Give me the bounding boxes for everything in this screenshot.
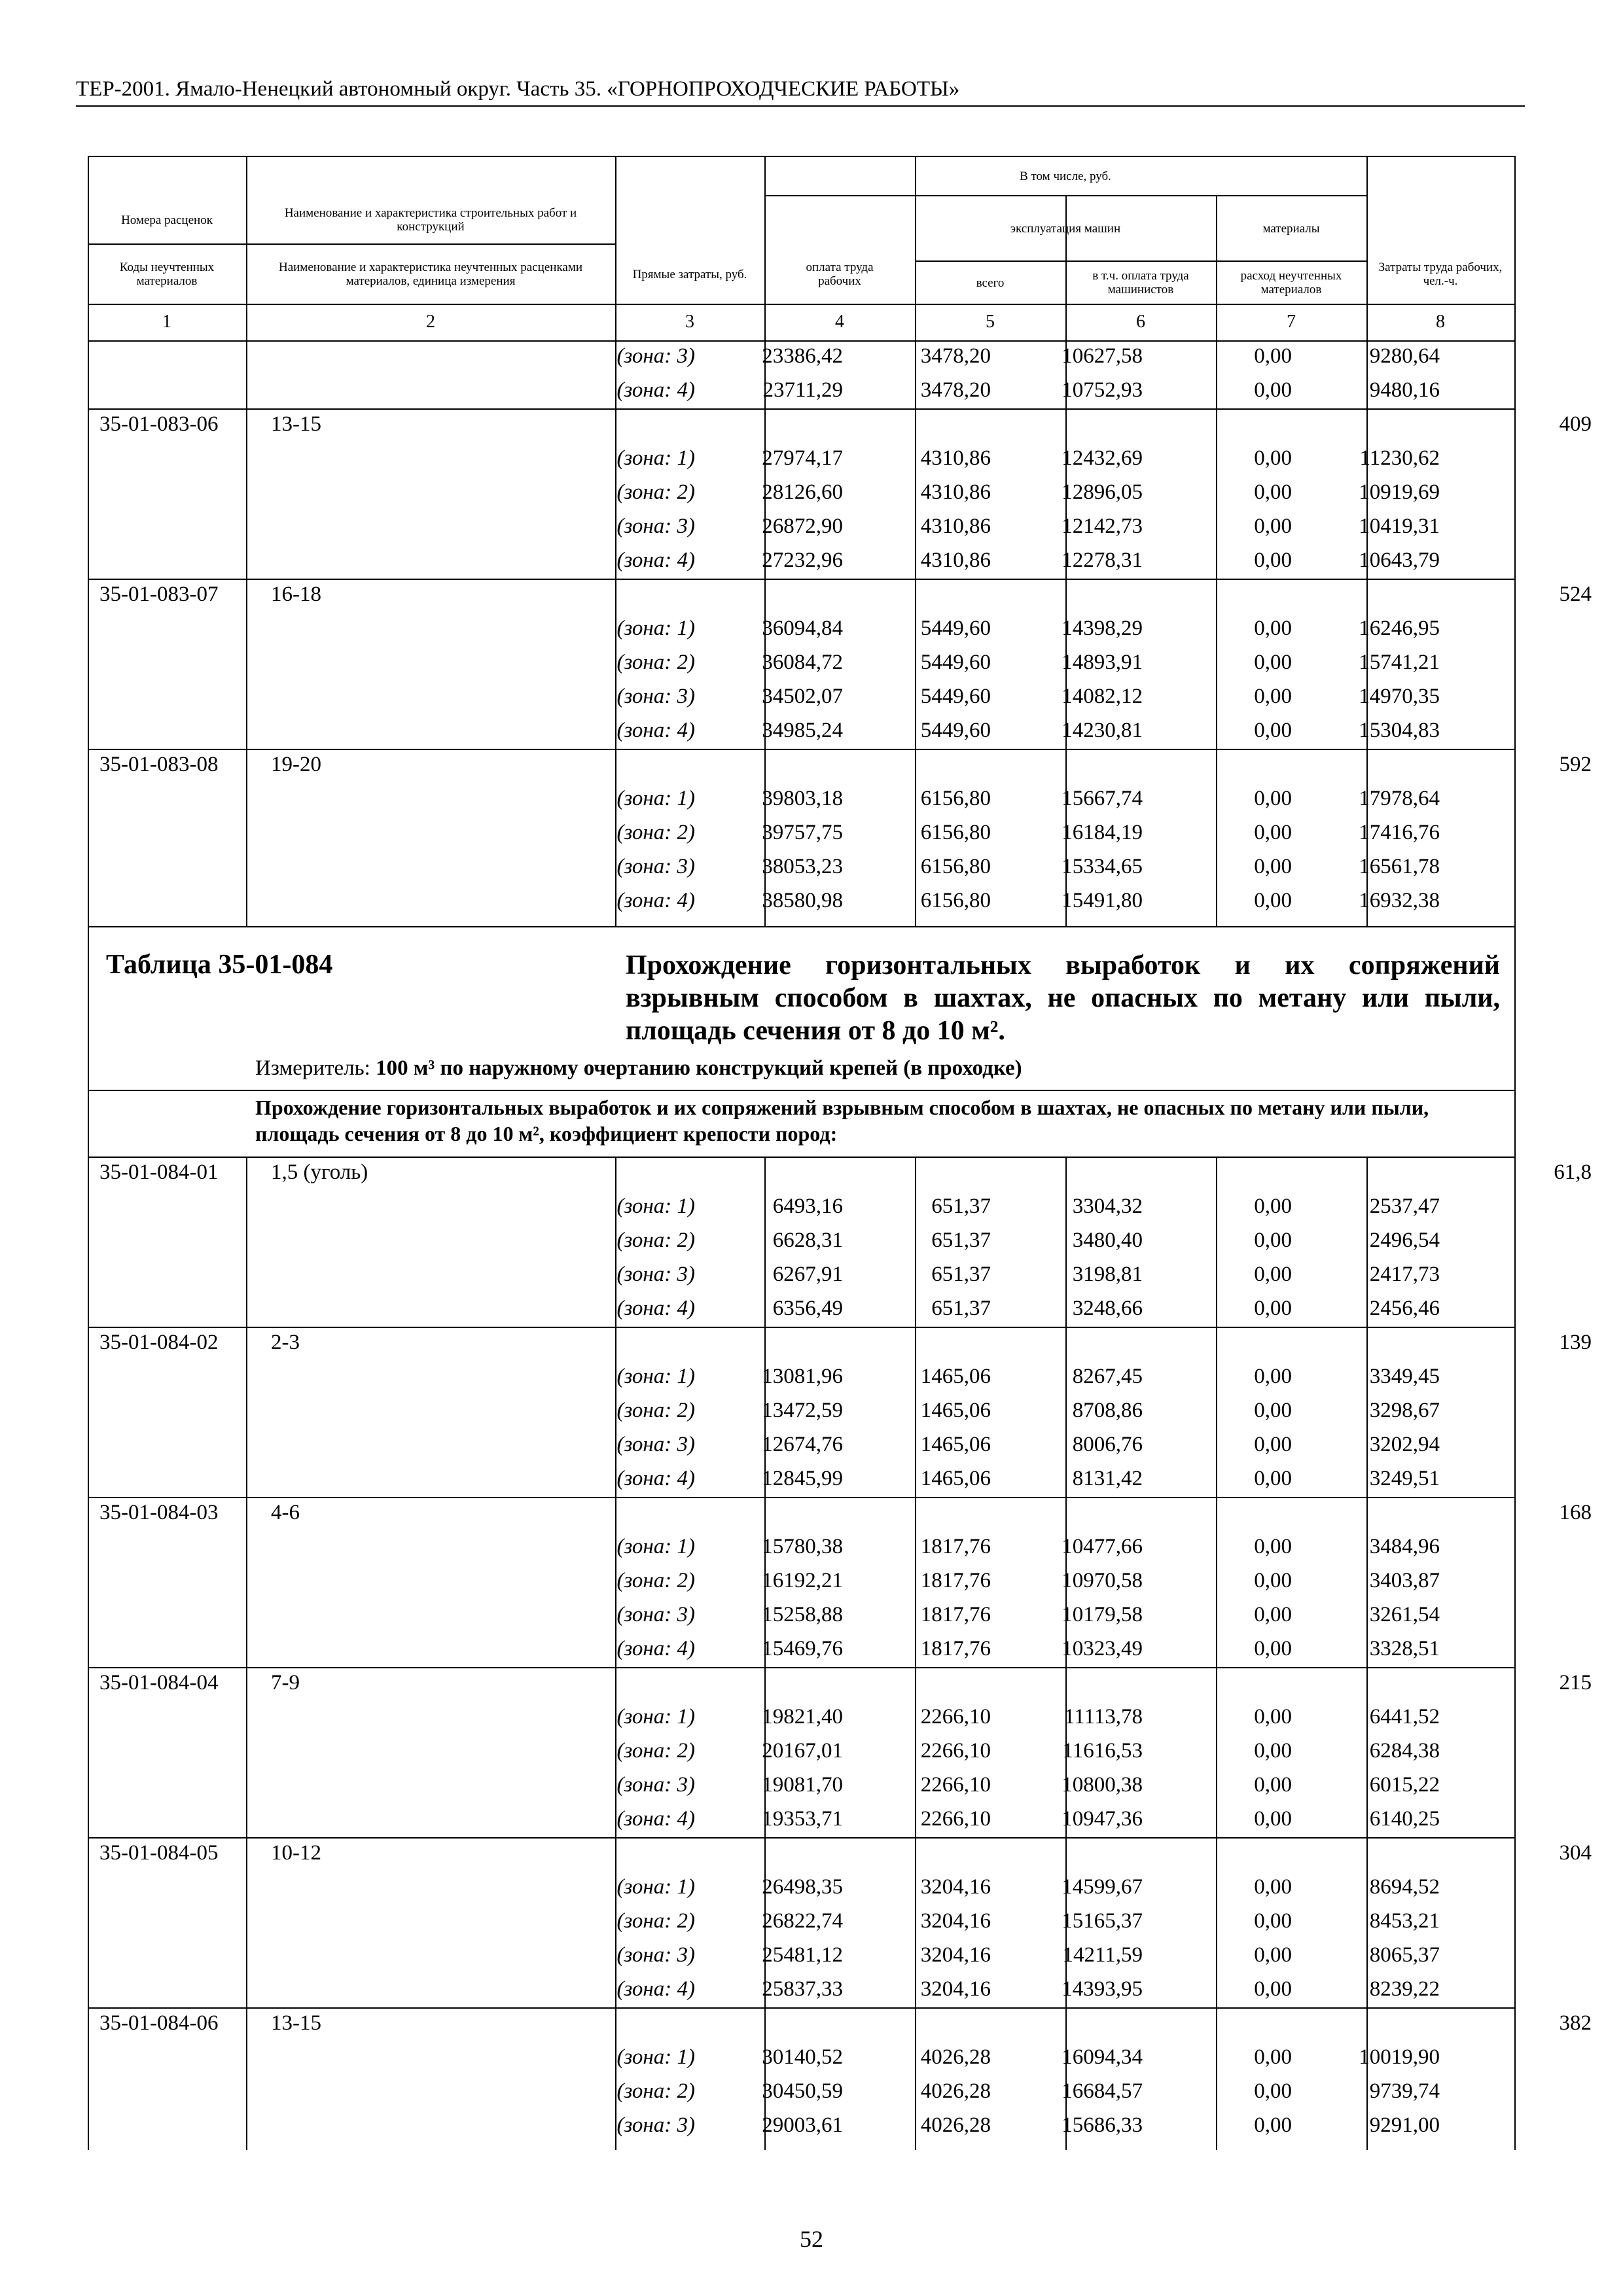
row-divider bbox=[88, 340, 1516, 342]
zone-label: (зона: 2) bbox=[616, 1569, 695, 1592]
cost-value: 11616,53 bbox=[1062, 1739, 1143, 1763]
cost-value: 0,00 bbox=[1254, 1773, 1292, 1797]
cost-value: 10643,79 bbox=[1359, 548, 1440, 572]
rate-code: 35-01-084-06 bbox=[99, 2011, 219, 2035]
cost-value: 10970,58 bbox=[1061, 1569, 1143, 1592]
labor-value: 168 bbox=[1559, 1501, 1592, 1524]
cost-value: 3484,96 bbox=[1369, 1535, 1440, 1558]
zone-label: (зона: 3) bbox=[616, 685, 695, 708]
cost-value: 26872,90 bbox=[762, 514, 843, 538]
cost-value: 15780,38 bbox=[762, 1535, 843, 1558]
col-num: 6 bbox=[1136, 312, 1145, 332]
cost-value: 0,00 bbox=[1254, 821, 1292, 844]
rate-code: 35-01-084-05 bbox=[99, 1841, 219, 1865]
zone-label: (зона: 1) bbox=[616, 1535, 695, 1558]
rock-hardness: 10-12 bbox=[271, 1841, 321, 1865]
cost-value: 0,00 bbox=[1254, 787, 1292, 810]
cost-value: 0,00 bbox=[1254, 1909, 1292, 1933]
cost-value: 5449,60 bbox=[920, 651, 991, 674]
cost-value: 17416,76 bbox=[1359, 821, 1440, 844]
zone-label: (зона: 1) bbox=[616, 1365, 695, 1388]
cost-value: 3328,51 bbox=[1369, 1637, 1440, 1660]
cost-value: 1465,06 bbox=[920, 1399, 991, 1422]
labor-value: 409 bbox=[1559, 412, 1592, 436]
cost-value: 38580,98 bbox=[762, 889, 843, 912]
header-machines-wage: в т.ч. оплата труда машинистов bbox=[1092, 269, 1189, 296]
cost-value: 17978,64 bbox=[1359, 787, 1440, 810]
col-num: 1 bbox=[162, 312, 171, 332]
header-wage: оплата труда рабочих bbox=[806, 260, 874, 288]
cost-value: 0,00 bbox=[1254, 344, 1292, 368]
cost-value: 15741,21 bbox=[1359, 651, 1440, 674]
page-number: 52 bbox=[800, 2226, 823, 2252]
rock-hardness: 16-18 bbox=[271, 583, 321, 606]
cost-value: 26822,74 bbox=[762, 1909, 843, 1933]
col-num: 7 bbox=[1287, 312, 1296, 332]
cost-value: 8239,22 bbox=[1369, 1977, 1440, 2001]
cost-value: 8006,76 bbox=[1072, 1433, 1143, 1456]
cost-value: 0,00 bbox=[1254, 1977, 1292, 2001]
cost-value: 4310,86 bbox=[920, 514, 991, 538]
cost-value: 10752,93 bbox=[1061, 378, 1143, 402]
cost-value: 0,00 bbox=[1254, 1739, 1292, 1763]
zone-label: (зона: 4) bbox=[616, 378, 695, 402]
cost-value: 8065,37 bbox=[1369, 1943, 1440, 1967]
cost-value: 36094,84 bbox=[762, 617, 843, 640]
labor-value: 215 bbox=[1559, 1671, 1592, 1695]
rock-hardness: 19-20 bbox=[271, 753, 321, 776]
cost-value: 4026,28 bbox=[920, 2045, 991, 2069]
zone-label: (зона: 4) bbox=[616, 1297, 695, 1320]
cost-value: 14211,59 bbox=[1062, 1943, 1143, 1967]
price-table bbox=[88, 156, 1592, 2150]
cost-value: 16932,38 bbox=[1359, 889, 1440, 912]
labor-value: 382 bbox=[1559, 2011, 1592, 2035]
cost-value: 36084,72 bbox=[762, 651, 843, 674]
cost-value: 10419,31 bbox=[1359, 514, 1440, 538]
zone-label: (зона: 3) bbox=[616, 344, 695, 368]
header-machines: эксплуатация машин bbox=[1010, 221, 1121, 236]
cost-value: 20167,01 bbox=[762, 1739, 843, 1763]
cost-value: 3204,16 bbox=[920, 1943, 991, 1967]
cost-value: 15304,83 bbox=[1359, 719, 1440, 742]
cost-value: 39803,18 bbox=[762, 787, 843, 810]
zone-label: (зона: 2) bbox=[616, 1229, 695, 1252]
cost-value: 23386,42 bbox=[762, 344, 843, 368]
cost-value: 6156,80 bbox=[920, 889, 991, 912]
cost-value: 3298,67 bbox=[1369, 1399, 1440, 1422]
cost-value: 1465,06 bbox=[920, 1365, 991, 1388]
cost-value: 3480,40 bbox=[1072, 1229, 1143, 1252]
cost-value: 10019,90 bbox=[1359, 2045, 1440, 2069]
cost-value: 16561,78 bbox=[1359, 855, 1440, 878]
table-title: Таблица 35-01-084 bbox=[106, 950, 333, 980]
cost-value: 3249,51 bbox=[1369, 1467, 1440, 1490]
rock-hardness: 13-15 bbox=[271, 2011, 321, 2035]
cost-value: 6356,49 bbox=[772, 1297, 843, 1320]
zone-label: (зона: 3) bbox=[616, 855, 695, 878]
col-num: 2 bbox=[426, 312, 435, 332]
cost-value: 3204,16 bbox=[920, 1875, 991, 1899]
cost-value: 0,00 bbox=[1254, 651, 1292, 674]
cost-value: 14082,12 bbox=[1061, 685, 1143, 708]
cost-value: 4310,86 bbox=[920, 480, 991, 504]
cost-value: 0,00 bbox=[1254, 1637, 1292, 1660]
labor-value: 61,8 bbox=[1554, 1160, 1592, 1184]
rock-hardness: 1,5 (уголь) bbox=[271, 1160, 368, 1184]
col-num: 5 bbox=[986, 312, 995, 332]
labor-value: 139 bbox=[1559, 1331, 1592, 1354]
cost-value: 30140,52 bbox=[762, 2045, 843, 2069]
col-num: 8 bbox=[1436, 312, 1445, 332]
cost-value: 3204,16 bbox=[920, 1977, 991, 2001]
cost-value: 2537,47 bbox=[1369, 1194, 1440, 1218]
cost-value: 6015,22 bbox=[1369, 1773, 1440, 1797]
cost-value: 10947,36 bbox=[1061, 1807, 1143, 1831]
header-name-bottom: Наименование и характеристика неучтенных расценками материалов, единица измерения bbox=[278, 260, 583, 288]
zone-label: (зона: 3) bbox=[616, 1603, 695, 1626]
zone-label: (зона: 3) bbox=[616, 1433, 695, 1456]
cost-value: 12432,69 bbox=[1061, 446, 1143, 470]
cost-value: 5449,60 bbox=[920, 719, 991, 742]
meter-value: 100 м³ по наружному очертанию конструкций крепей (в проходке) bbox=[376, 1056, 1022, 1080]
zone-label: (зона: 1) bbox=[616, 446, 695, 470]
row-divider bbox=[88, 408, 1516, 410]
cost-value: 15334,65 bbox=[1061, 855, 1143, 878]
cost-value: 0,00 bbox=[1254, 1807, 1292, 1831]
cost-value: 6156,80 bbox=[920, 821, 991, 844]
col-num: 4 bbox=[835, 312, 844, 332]
rock-hardness: 13-15 bbox=[271, 412, 321, 436]
row-divider bbox=[88, 1837, 1516, 1839]
zone-label: (зона: 4) bbox=[616, 719, 695, 742]
cost-value: 19353,71 bbox=[762, 1807, 843, 1831]
cost-value: 15491,80 bbox=[1061, 889, 1143, 912]
zone-label: (зона: 1) bbox=[616, 1705, 695, 1729]
cost-value: 27974,17 bbox=[762, 446, 843, 470]
zone-label: (зона: 1) bbox=[616, 1875, 695, 1899]
row-divider bbox=[88, 579, 1516, 580]
cost-value: 3204,16 bbox=[920, 1909, 991, 1933]
cost-value: 0,00 bbox=[1254, 1263, 1292, 1286]
header-machines-total: всего bbox=[976, 276, 1005, 290]
header-direct: Прямые затраты, руб. bbox=[632, 267, 747, 281]
cost-value: 4026,28 bbox=[920, 2113, 991, 2137]
zone-label: (зона: 1) bbox=[616, 2045, 695, 2069]
cost-value: 0,00 bbox=[1254, 1943, 1292, 1967]
cost-value: 8453,21 bbox=[1369, 1909, 1440, 1933]
cost-value: 34985,24 bbox=[762, 719, 843, 742]
zone-label: (зона: 4) bbox=[616, 1807, 695, 1831]
cost-value: 3349,45 bbox=[1369, 1365, 1440, 1388]
cost-value: 23711,29 bbox=[762, 378, 843, 402]
cost-value: 25481,12 bbox=[762, 1943, 843, 1967]
cost-value: 11230,62 bbox=[1359, 446, 1440, 470]
cost-value: 3202,94 bbox=[1369, 1433, 1440, 1456]
rate-code: 35-01-083-07 bbox=[99, 583, 219, 606]
header-labor: Затраты труда рабочих, чел.-ч. bbox=[1378, 260, 1503, 288]
cost-value: 16684,57 bbox=[1061, 2079, 1143, 2103]
cost-value: 0,00 bbox=[1254, 685, 1292, 708]
cost-value: 9280,64 bbox=[1369, 344, 1440, 368]
cost-value: 0,00 bbox=[1254, 378, 1292, 402]
cost-value: 15258,88 bbox=[762, 1603, 843, 1626]
cost-value: 15469,76 bbox=[762, 1637, 843, 1660]
cost-value: 0,00 bbox=[1254, 2113, 1292, 2137]
cost-value: 651,37 bbox=[931, 1229, 991, 1252]
cost-value: 8708,86 bbox=[1072, 1399, 1143, 1422]
cost-value: 12896,05 bbox=[1061, 480, 1143, 504]
cost-value: 39757,75 bbox=[762, 821, 843, 844]
cost-value: 6156,80 bbox=[920, 855, 991, 878]
rate-code: 35-01-083-08 bbox=[99, 753, 219, 776]
cost-value: 15686,33 bbox=[1061, 2113, 1143, 2137]
cost-value: 14393,95 bbox=[1061, 1977, 1143, 2001]
zone-label: (зона: 4) bbox=[616, 1467, 695, 1490]
zone-label: (зона: 3) bbox=[616, 2113, 695, 2137]
cost-value: 14893,91 bbox=[1061, 651, 1143, 674]
col-divider bbox=[246, 1157, 247, 2150]
cost-value: 0,00 bbox=[1254, 1875, 1292, 1899]
page-header: ТЕР-2001. Ямало-Ненецкий автономный округ. Часть 35. «ГОРНОПРОХОДЧЕСКИЕ РАБОТЫ» bbox=[76, 77, 1525, 107]
cost-value: 2496,54 bbox=[1369, 1229, 1440, 1252]
header-code-top: Номера расценок bbox=[121, 213, 213, 227]
cost-value: 16246,95 bbox=[1359, 617, 1440, 640]
cost-value: 12845,99 bbox=[762, 1467, 843, 1490]
rock-hardness: 7-9 bbox=[271, 1671, 300, 1695]
zone-label: (зона: 2) bbox=[616, 1399, 695, 1422]
row-divider bbox=[88, 1667, 1516, 1668]
table-description: Прохождение горизонтальных выработок и их сопряжений взрывным способом в шахтах, не опасных по метану или пыли, площадь сечения от 8 до 10 м². bbox=[626, 950, 1500, 1046]
cost-value: 13081,96 bbox=[762, 1365, 843, 1388]
cost-value: 16192,21 bbox=[762, 1569, 843, 1592]
cost-value: 6140,25 bbox=[1369, 1807, 1440, 1831]
cost-value: 0,00 bbox=[1254, 480, 1292, 504]
cost-value: 1817,76 bbox=[920, 1569, 991, 1592]
cost-value: 1817,76 bbox=[920, 1535, 991, 1558]
rock-hardness: 4-6 bbox=[271, 1501, 300, 1524]
rock-hardness: 2-3 bbox=[271, 1331, 300, 1354]
cost-value: 25837,33 bbox=[762, 1977, 843, 2001]
zone-label: (зона: 4) bbox=[616, 1977, 695, 2001]
cost-value: 2266,10 bbox=[920, 1705, 991, 1729]
cost-value: 4310,86 bbox=[920, 548, 991, 572]
cost-value: 3403,87 bbox=[1369, 1569, 1440, 1592]
zone-label: (зона: 4) bbox=[616, 889, 695, 912]
header-name-top: Наименование и характеристика строительных работ и конструкций bbox=[284, 206, 577, 234]
header-materials-bottom: расход неучтенных материалов bbox=[1240, 269, 1342, 296]
cost-value: 29003,61 bbox=[762, 2113, 843, 2137]
cost-value: 6284,38 bbox=[1369, 1739, 1440, 1763]
cost-value: 3198,81 bbox=[1072, 1263, 1143, 1286]
cost-value: 0,00 bbox=[1254, 1433, 1292, 1456]
cost-value: 12674,76 bbox=[762, 1433, 843, 1456]
cost-value: 9291,00 bbox=[1369, 2113, 1440, 2137]
cost-value: 6493,16 bbox=[772, 1194, 843, 1218]
cost-value: 3261,54 bbox=[1369, 1603, 1440, 1626]
zone-label: (зона: 3) bbox=[616, 1773, 695, 1797]
cost-value: 1465,06 bbox=[920, 1433, 991, 1456]
cost-value: 14599,67 bbox=[1061, 1875, 1143, 1899]
cost-value: 10800,38 bbox=[1061, 1773, 1143, 1797]
cost-value: 0,00 bbox=[1254, 719, 1292, 742]
col-num: 3 bbox=[685, 312, 694, 332]
cost-value: 26498,35 bbox=[762, 1875, 843, 1899]
zone-label: (зона: 4) bbox=[616, 1637, 695, 1660]
cost-value: 1817,76 bbox=[920, 1603, 991, 1626]
cost-value: 0,00 bbox=[1254, 1603, 1292, 1626]
cost-value: 9480,16 bbox=[1369, 378, 1440, 402]
table-border-left bbox=[88, 157, 89, 2150]
cost-value: 6628,31 bbox=[772, 1229, 843, 1252]
header-code-bottom: Коды неучтенных материалов bbox=[119, 260, 215, 288]
cost-value: 10179,58 bbox=[1061, 1603, 1143, 1626]
cost-value: 15165,37 bbox=[1061, 1909, 1143, 1933]
cost-value: 14398,29 bbox=[1061, 617, 1143, 640]
cost-value: 12142,73 bbox=[1061, 514, 1143, 538]
row-divider bbox=[88, 926, 1516, 927]
cost-value: 12278,31 bbox=[1061, 548, 1143, 572]
zone-label: (зона: 3) bbox=[616, 514, 695, 538]
header-materials: материалы bbox=[1262, 221, 1320, 236]
rate-code: 35-01-084-03 bbox=[99, 1501, 219, 1524]
cost-value: 0,00 bbox=[1254, 1569, 1292, 1592]
cost-value: 0,00 bbox=[1254, 1467, 1292, 1490]
row-divider bbox=[88, 1327, 1516, 1328]
zone-label: (зона: 3) bbox=[616, 1263, 695, 1286]
cost-value: 10477,66 bbox=[1061, 1535, 1143, 1558]
cost-value: 0,00 bbox=[1254, 2079, 1292, 2103]
cost-value: 0,00 bbox=[1254, 1535, 1292, 1558]
cost-value: 0,00 bbox=[1254, 446, 1292, 470]
cost-value: 0,00 bbox=[1254, 617, 1292, 640]
zone-label: (зона: 2) bbox=[616, 821, 695, 844]
cost-value: 38053,23 bbox=[762, 855, 843, 878]
cost-value: 0,00 bbox=[1254, 1705, 1292, 1729]
zone-label: (зона: 2) bbox=[616, 480, 695, 504]
cost-value: 34502,07 bbox=[762, 685, 843, 708]
cost-value: 5449,60 bbox=[920, 685, 991, 708]
cost-value: 9739,74 bbox=[1369, 2079, 1440, 2103]
cost-value: 11113,78 bbox=[1063, 1705, 1143, 1729]
cost-value: 14230,81 bbox=[1061, 719, 1143, 742]
labor-value: 524 bbox=[1559, 583, 1592, 606]
zone-label: (зона: 2) bbox=[616, 2079, 695, 2103]
row-divider bbox=[88, 2007, 1516, 2009]
cost-value: 27232,96 bbox=[762, 548, 843, 572]
cost-value: 651,37 bbox=[931, 1194, 991, 1218]
row-divider bbox=[88, 304, 1516, 305]
cost-value: 10919,69 bbox=[1359, 480, 1440, 504]
header-in-total: В том числе, руб. bbox=[1020, 169, 1111, 183]
zone-label: (зона: 1) bbox=[616, 617, 695, 640]
rate-code: 35-01-084-02 bbox=[99, 1331, 219, 1354]
cost-value: 2266,10 bbox=[920, 1739, 991, 1763]
cost-value: 0,00 bbox=[1254, 1399, 1292, 1422]
table-meter bbox=[255, 1056, 1022, 1081]
cost-value: 10627,58 bbox=[1061, 344, 1143, 368]
zone-label: (зона: 3) bbox=[616, 1943, 695, 1967]
cost-value: 3478,20 bbox=[920, 344, 991, 368]
cost-value: 0,00 bbox=[1254, 1229, 1292, 1252]
cost-value: 0,00 bbox=[1254, 548, 1292, 572]
rate-code: 35-01-084-01 bbox=[99, 1160, 219, 1184]
meter-label: Измеритель: bbox=[255, 1056, 376, 1080]
cost-value: 15667,74 bbox=[1061, 787, 1143, 810]
cost-value: 3478,20 bbox=[920, 378, 991, 402]
zone-label: (зона: 1) bbox=[616, 1194, 695, 1218]
cost-value: 3304,32 bbox=[1072, 1194, 1143, 1218]
cost-value: 3248,66 bbox=[1072, 1297, 1143, 1320]
row-divider bbox=[88, 1497, 1516, 1498]
cost-value: 0,00 bbox=[1254, 1297, 1292, 1320]
cost-value: 6267,91 bbox=[772, 1263, 843, 1286]
cost-value: 16094,34 bbox=[1061, 2045, 1143, 2069]
cost-value: 13472,59 bbox=[762, 1399, 843, 1422]
cost-value: 651,37 bbox=[931, 1297, 991, 1320]
rate-code: 35-01-083-06 bbox=[99, 412, 219, 436]
cost-value: 1817,76 bbox=[920, 1637, 991, 1660]
rate-code: 35-01-084-04 bbox=[99, 1671, 219, 1695]
cost-value: 0,00 bbox=[1254, 889, 1292, 912]
cost-value: 4026,28 bbox=[920, 2079, 991, 2103]
cost-value: 28126,60 bbox=[762, 480, 843, 504]
cost-value: 0,00 bbox=[1254, 855, 1292, 878]
table-subheading: Прохождение горизонтальных выработок и их сопряжений взрывным способом в шахтах, не опасных по метану или пыли, площадь сечения от 8 до 10 м², коэффициент крепости пород: bbox=[255, 1096, 1429, 1145]
cost-value: 30450,59 bbox=[762, 2079, 843, 2103]
labor-value: 592 bbox=[1559, 753, 1592, 776]
cost-value: 2456,46 bbox=[1369, 1297, 1440, 1320]
cost-value: 8131,42 bbox=[1072, 1467, 1143, 1490]
zone-label: (зона: 2) bbox=[616, 1909, 695, 1933]
cost-value: 8694,52 bbox=[1369, 1875, 1440, 1899]
zone-label: (зона: 2) bbox=[616, 651, 695, 674]
cost-value: 2266,10 bbox=[920, 1773, 991, 1797]
cost-value: 8267,45 bbox=[1072, 1365, 1143, 1388]
cost-value: 10323,49 bbox=[1061, 1637, 1143, 1660]
zone-label: (зона: 1) bbox=[616, 787, 695, 810]
zone-label: (зона: 4) bbox=[616, 548, 695, 572]
cost-value: 14970,35 bbox=[1359, 685, 1440, 708]
cost-value: 1465,06 bbox=[920, 1467, 991, 1490]
cost-value: 5449,60 bbox=[920, 617, 991, 640]
cost-value: 0,00 bbox=[1254, 514, 1292, 538]
cost-value: 6156,80 bbox=[920, 787, 991, 810]
cost-value: 19081,70 bbox=[762, 1773, 843, 1797]
cost-value: 0,00 bbox=[1254, 1194, 1292, 1218]
cost-value: 0,00 bbox=[1254, 1365, 1292, 1388]
labor-value: 304 bbox=[1559, 1841, 1592, 1865]
cost-value: 2417,73 bbox=[1369, 1263, 1440, 1286]
cost-value: 6441,52 bbox=[1369, 1705, 1440, 1729]
row-divider bbox=[88, 1090, 1516, 1091]
cost-value: 0,00 bbox=[1254, 2045, 1292, 2069]
row-divider bbox=[88, 749, 1516, 750]
row-divider bbox=[88, 1157, 1516, 1158]
zone-label: (зона: 2) bbox=[616, 1739, 695, 1763]
cost-value: 651,37 bbox=[931, 1263, 991, 1286]
cost-value: 2266,10 bbox=[920, 1807, 991, 1831]
cost-value: 16184,19 bbox=[1061, 821, 1143, 844]
cost-value: 19821,40 bbox=[762, 1705, 843, 1729]
cost-value: 4310,86 bbox=[920, 446, 991, 470]
